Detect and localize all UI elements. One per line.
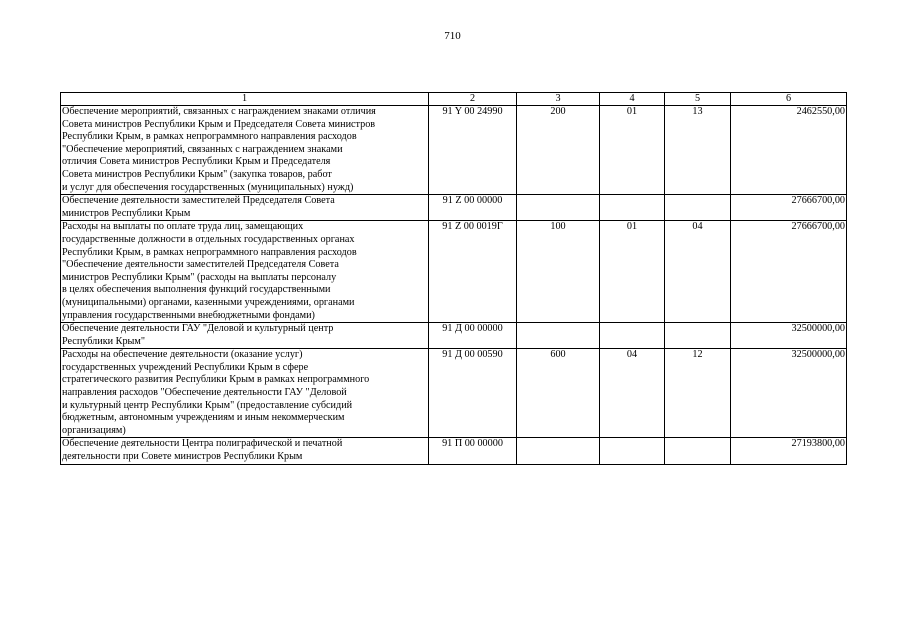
row-expense-type: 200 xyxy=(517,106,600,195)
row-amount: 32500000,00 xyxy=(731,323,847,349)
row-expense-type xyxy=(517,195,600,221)
header-row xyxy=(61,93,847,106)
header-col-2: 2 xyxy=(429,93,517,106)
table-row xyxy=(61,221,847,323)
row-section xyxy=(600,323,665,349)
row-amount: 2462550,00 xyxy=(731,106,847,195)
row-section: 01 xyxy=(600,221,665,323)
row-code: 91 Z 00 0019Г xyxy=(429,221,517,323)
row-expense-type: 600 xyxy=(517,349,600,438)
row-name: Обеспечение деятельности заместителей Председателя Совета министров Республики Крым xyxy=(61,195,429,221)
header-col-3: 3 xyxy=(517,93,600,106)
row-expense-type xyxy=(517,323,600,349)
row-subsection xyxy=(665,195,731,221)
row-code: 91 Z 00 00000 xyxy=(429,195,517,221)
row-amount: 27193800,00 xyxy=(731,438,847,464)
row-subsection: 12 xyxy=(665,349,731,438)
table-row xyxy=(61,349,847,438)
header-col-1: 1 xyxy=(61,93,429,106)
header-col-6: 6 xyxy=(731,93,847,106)
row-section: 01 xyxy=(600,106,665,195)
budget-table xyxy=(60,92,847,465)
table-body xyxy=(61,106,847,465)
row-subsection xyxy=(665,323,731,349)
row-section xyxy=(600,438,665,464)
row-subsection xyxy=(665,438,731,464)
table-row xyxy=(61,323,847,349)
table-header xyxy=(61,93,847,106)
row-section xyxy=(600,195,665,221)
row-name: Расходы на выплаты по оплате труда лиц, замещающих государственные должности в отдельных государственных органах Республики Крым, в рамках непрограммного направления расходов "Обеспечение деятельности заместителей Председателя Совета министров Республики Крым" (расходы на выплаты персоналу в целях обеспечения выполнения функций государственными (муниципальными) органами, казенными учреждениями, органами управления государственными внебюджетными фондами) xyxy=(61,221,429,323)
row-subsection: 04 xyxy=(665,221,731,323)
table-row xyxy=(61,106,847,195)
row-name: Обеспечение мероприятий, связанных с награждением знаками отличия Совета министров Республики Крым и Председателя Совета министров Республики Крым, в рамках непрограммного направления расходов "Обеспечение мероприятий, связанных с награждением знаками отличия Совета министров Республики Крым и Председателя Совета министров Республики Крым" (закупка товаров, работ и услуг для обеспечения государственных (муниципальных) нужд) xyxy=(61,106,429,195)
row-code: 91 Д 00 00590 xyxy=(429,349,517,438)
row-amount: 27666700,00 xyxy=(731,221,847,323)
table-row xyxy=(61,195,847,221)
row-section: 04 xyxy=(600,349,665,438)
row-code: 91 П 00 00000 xyxy=(429,438,517,464)
row-subsection: 13 xyxy=(665,106,731,195)
table-row xyxy=(61,438,847,464)
row-code: 91 Y 00 24990 xyxy=(429,106,517,195)
row-name: Обеспечение деятельности Центра полиграфической и печатной деятельности при Совете министров Республики Крым xyxy=(61,438,429,464)
row-code: 91 Д 00 00000 xyxy=(429,323,517,349)
row-amount: 27666700,00 xyxy=(731,195,847,221)
page-number: 710 xyxy=(444,30,461,42)
header-col-4: 4 xyxy=(600,93,665,106)
row-amount: 32500000,00 xyxy=(731,349,847,438)
row-name: Обеспечение деятельности ГАУ "Деловой и культурный центр Республики Крым" xyxy=(61,323,429,349)
row-expense-type xyxy=(517,438,600,464)
row-name: Расходы на обеспечение деятельности (оказание услуг) государственных учреждений Республики Крым в сфере стратегического развития Республики Крым в рамках непрограммного направления расходов "Обеспечение деятельности ГАУ "Деловой и культурный центр Республики Крым" (предоставление субсидий бюджетным, автономным учреждениям и иным некоммерческим организациям) xyxy=(61,349,429,438)
row-expense-type: 100 xyxy=(517,221,600,323)
header-col-5: 5 xyxy=(665,93,731,106)
